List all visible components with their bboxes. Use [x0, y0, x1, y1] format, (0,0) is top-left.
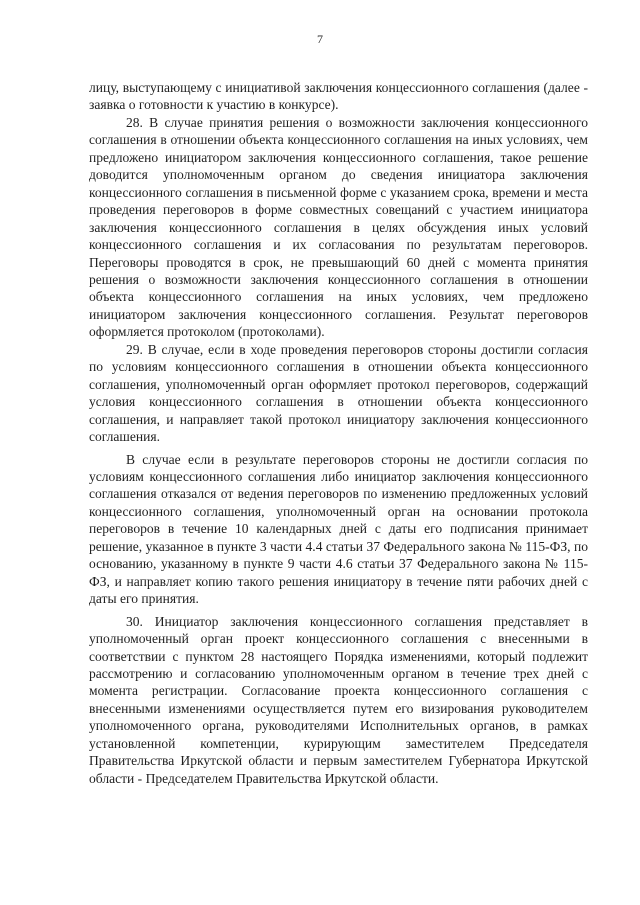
paragraph-clause-28: 28. В случае принятия решения о возможности заключения концессионного соглашения в отношении объекта концессионного соглашения на иных условиях, чем предложено инициатором заключения концессионного соглашения, такое решение доводится уполномоченным органом до сведения инициатора заключения концессионного соглашения в письменной форме с указанием срока, времени и места проведения переговоров в форме совместных совещаний с участием инициатора заключения концессионного соглашения в целях обсуждения иных условий концессионного соглашения и их согласования по результатам переговоров. Переговоры проводятся в срок, не превышающий 60 дней с момента принятия решения о возможности заключения концессионного соглашения в отношении объекта концессионного соглашения на иных условиях, чем предложено инициатором заключения концессионного соглашения. Результат переговоров оформляется протоколом (протоколами). [89, 114, 588, 340]
paragraph-no-agreement: В случае если в результате переговоров стороны не достигли согласия по условиям концессионного соглашения либо инициатор заключения концессионного соглашения отказался от ведения переговоров по изменению предложенных условий концессионного соглашения, уполномоченный орган на основании протокола переговоров в течение 10 календарных дней с даты его подписания принимает решение, указанное в пункте 3 части 4.4 статьи 37 Федерального закона № 115-ФЗ, по основанию, указанному в пункте 9 части 4.6 статьи 37 Федерального закона № 115-ФЗ, и направляет копию такого решения инициатору в течение пяти рабочих дней с даты его принятия. [89, 451, 588, 607]
paragraph-clause-29: 29. В случае, если в ходе проведения переговоров стороны достигли согласия по условиям концессионного соглашения в отношении объекта концессионного соглашения, уполномоченный орган оформляет протокол переговоров, содержащий условия концессионного соглашения в отношении объекта концессионного соглашения, и направляет такой протокол инициатору заключения концессионного соглашения. [89, 341, 588, 445]
document-body [89, 79, 588, 787]
paragraph-clause-30: 30. Инициатор заключения концессионного соглашения представляет в уполномоченный орган проект концессионного соглашения с внесенными в соответствии с пунктом 28 настоящего Порядка изменениями, который подлежит рассмотрению и согласованию уполномоченным органом в течение трех дней с момента регистрации. Согласование проекта концессионного соглашения с внесенными изменениями осуществляется путем его визирования руководителем уполномоченного органа, руководителями Исполнительных органов, в рамках установленной компетенции, курирующим заместителем Председателя Правительства Иркутской области и первым заместителем Губернатора Иркутской области - Председателем Правительства Иркутской области. [89, 613, 588, 786]
page-number: 7 [317, 32, 323, 46]
paragraph-continuation: лицу, выступающему с инициативой заключения концессионного соглашения (далее - заявка о готовности к участию в конкурсе). [89, 80, 588, 113]
